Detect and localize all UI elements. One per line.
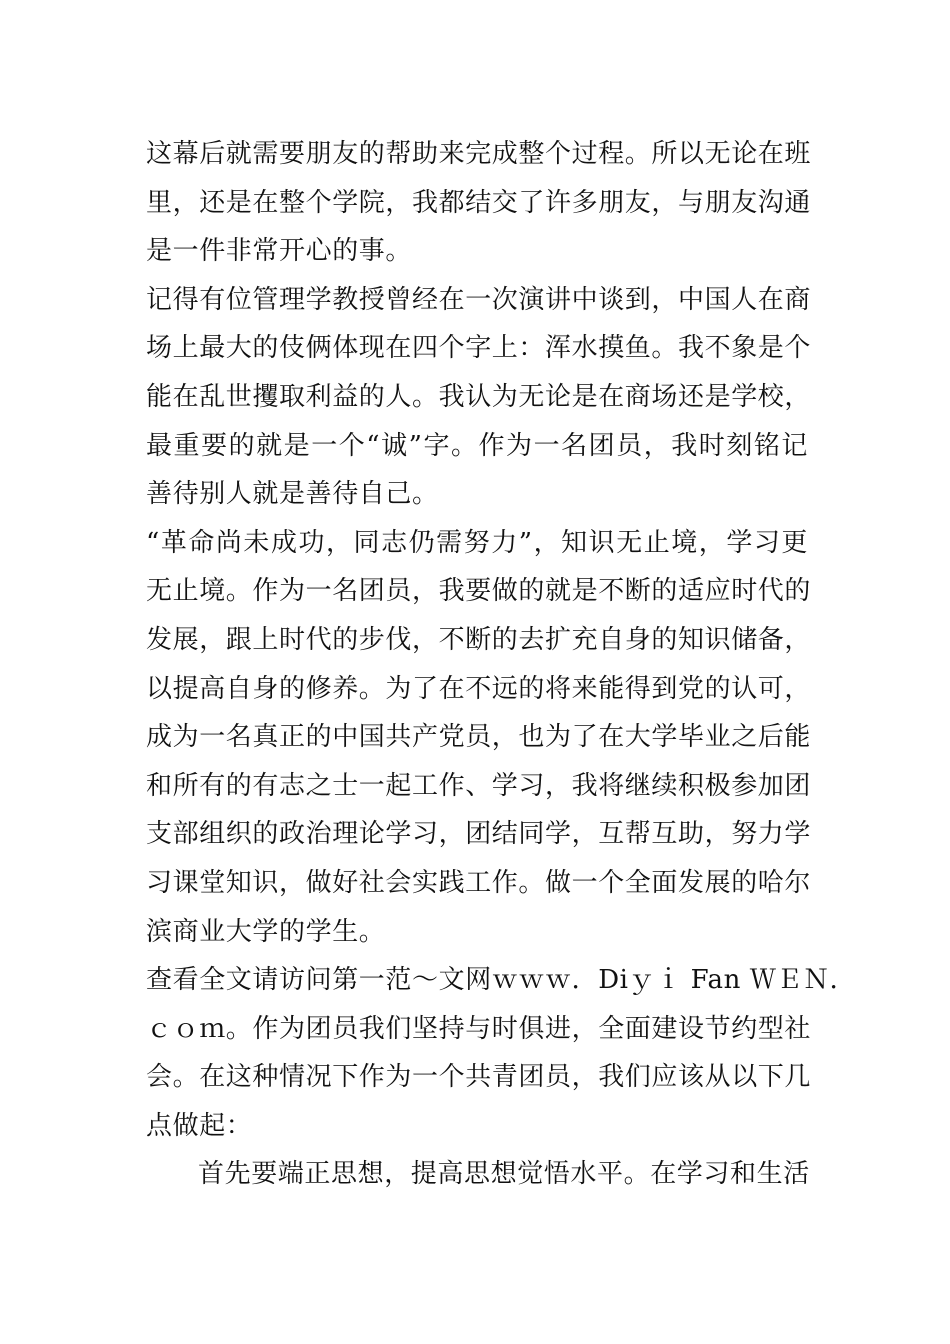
text-line: 点做起： [146,1110,253,1141]
text-line: “革命尚未成功，同志仍需努力”，知识无止境，学习更 [146,527,808,558]
document-page [146,130,857,1199]
paragraph-2 [146,276,812,519]
text-line: 发展，跟上时代的步伐，不断的去扩充自身的知识储备， [146,624,812,655]
text-line: 滨商业大学的学生。 [146,916,386,947]
text-line: 会。在这种情况下作为一个共青团员，我们应该从以下几 [146,1062,812,1093]
text-line: 以提高自身的修养。为了在不远的将来能得到党的认可， [146,673,812,704]
text-line: 记得有位管理学教授曾经在一次演讲中谈到，中国人在商 [146,284,812,315]
paragraph-3 [146,519,812,956]
text-line: 习课堂知识，做好社会实践工作。做一个全面发展的哈尔 [146,867,812,898]
text-line: 无止境。作为一名团员，我要做的就是不断的适应时代的 [146,576,812,607]
text-line: 这幕后就需要朋友的帮助来完成整个过程。所以无论在班 [146,139,812,169]
text-line: 最重要的就是一个“诚”字。作为一名团员，我时刻铭记 [146,430,808,461]
text-line: 场上最大的伎俩体现在四个字上：浑水摸鱼。我不象是个 [146,333,812,364]
paragraph-1 [146,130,812,276]
paragraph-4 [146,956,857,1150]
text-line: 里，还是在整个学院，我都结交了许多朋友，与朋友沟通 [146,187,812,218]
text-line: 是一件非常开心的事。 [146,236,413,267]
text-line: 首先要端正思想，提高思想觉悟水平。在学习和生活 [198,1159,810,1190]
text-line: 查看全文请访问第一范～文网ｗｗｗ．Diｙｉ Fan ＷＥＮ． [146,965,857,996]
text-line: ｃｏｍ。作为团员我们坚持与时俱进，全面建设节约型社 [146,1013,812,1044]
text-line: 善待别人就是善待自己。 [146,479,439,510]
text-line: 能在乱世攫取利益的人。我认为无论是在商场还是学校， [146,381,812,412]
text-line: 成为一名真正的中国共产党员，也为了在大学毕业之后能 [146,722,812,753]
text-line: 支部组织的政治理论学习，团结同学，互帮互助，努力学 [146,819,812,850]
text-line: 和所有的有志之士一起工作、学习，我将继续积极参加团 [146,770,812,801]
paragraph-5 [146,1150,808,1199]
